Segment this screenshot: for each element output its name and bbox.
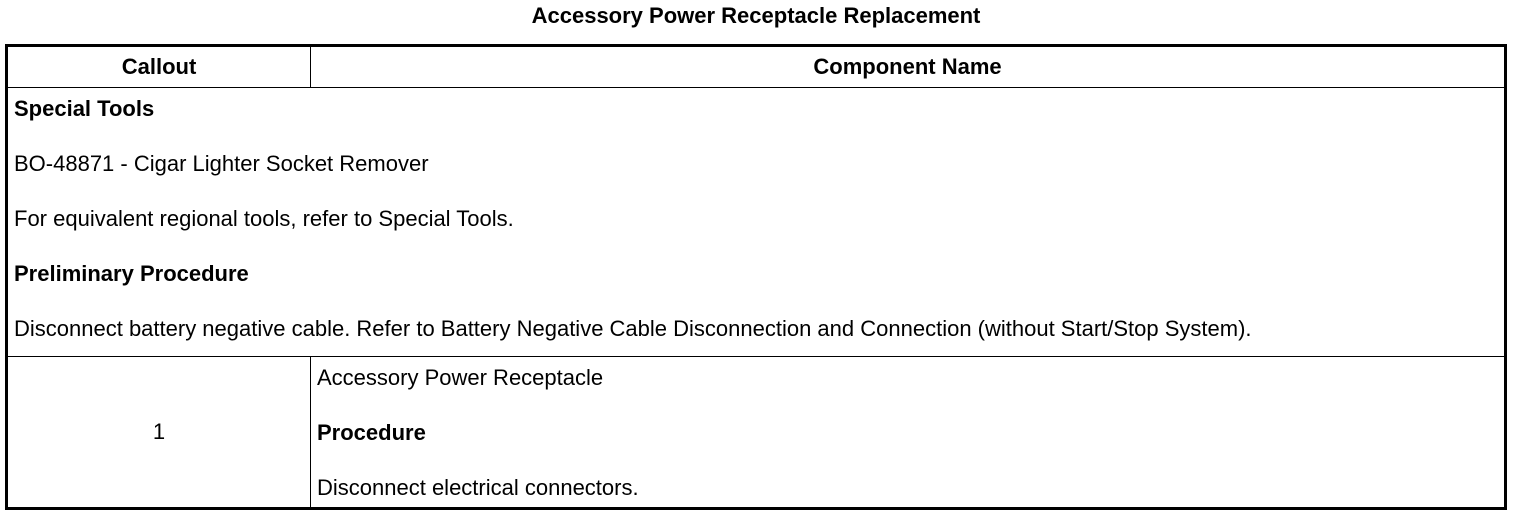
table-header-row — [7, 46, 1506, 88]
preliminary-procedure-step: Disconnect battery negative cable. Refer to Battery Negative Cable Disconnection and Connection (without Start/Stop System). — [14, 316, 1252, 341]
regional-tools-note: For equivalent regional tools, refer to Special Tools. — [14, 206, 514, 231]
document-title: Accessory Power Receptacle Replacement — [531, 3, 981, 28]
component-name: Accessory Power Receptacle — [317, 365, 604, 390]
special-tool-item: BO-48871 - Cigar Lighter Socket Remover — [14, 151, 429, 176]
preamble-row — [7, 88, 1506, 357]
callout-number: 1 — [7, 357, 311, 509]
procedure-table — [5, 44, 1507, 510]
procedure-step: Disconnect electrical connectors. — [317, 475, 639, 500]
preliminary-procedure-heading: Preliminary Procedure — [14, 261, 249, 286]
component-cell — [311, 357, 1506, 509]
special-tools-heading: Special Tools — [14, 96, 155, 121]
preamble-cell — [7, 88, 1506, 357]
procedure-heading: Procedure — [317, 420, 426, 445]
component-name-column-header: Component Name — [311, 46, 1506, 88]
callout-column-header: Callout — [7, 46, 311, 88]
table-row — [7, 357, 1506, 509]
